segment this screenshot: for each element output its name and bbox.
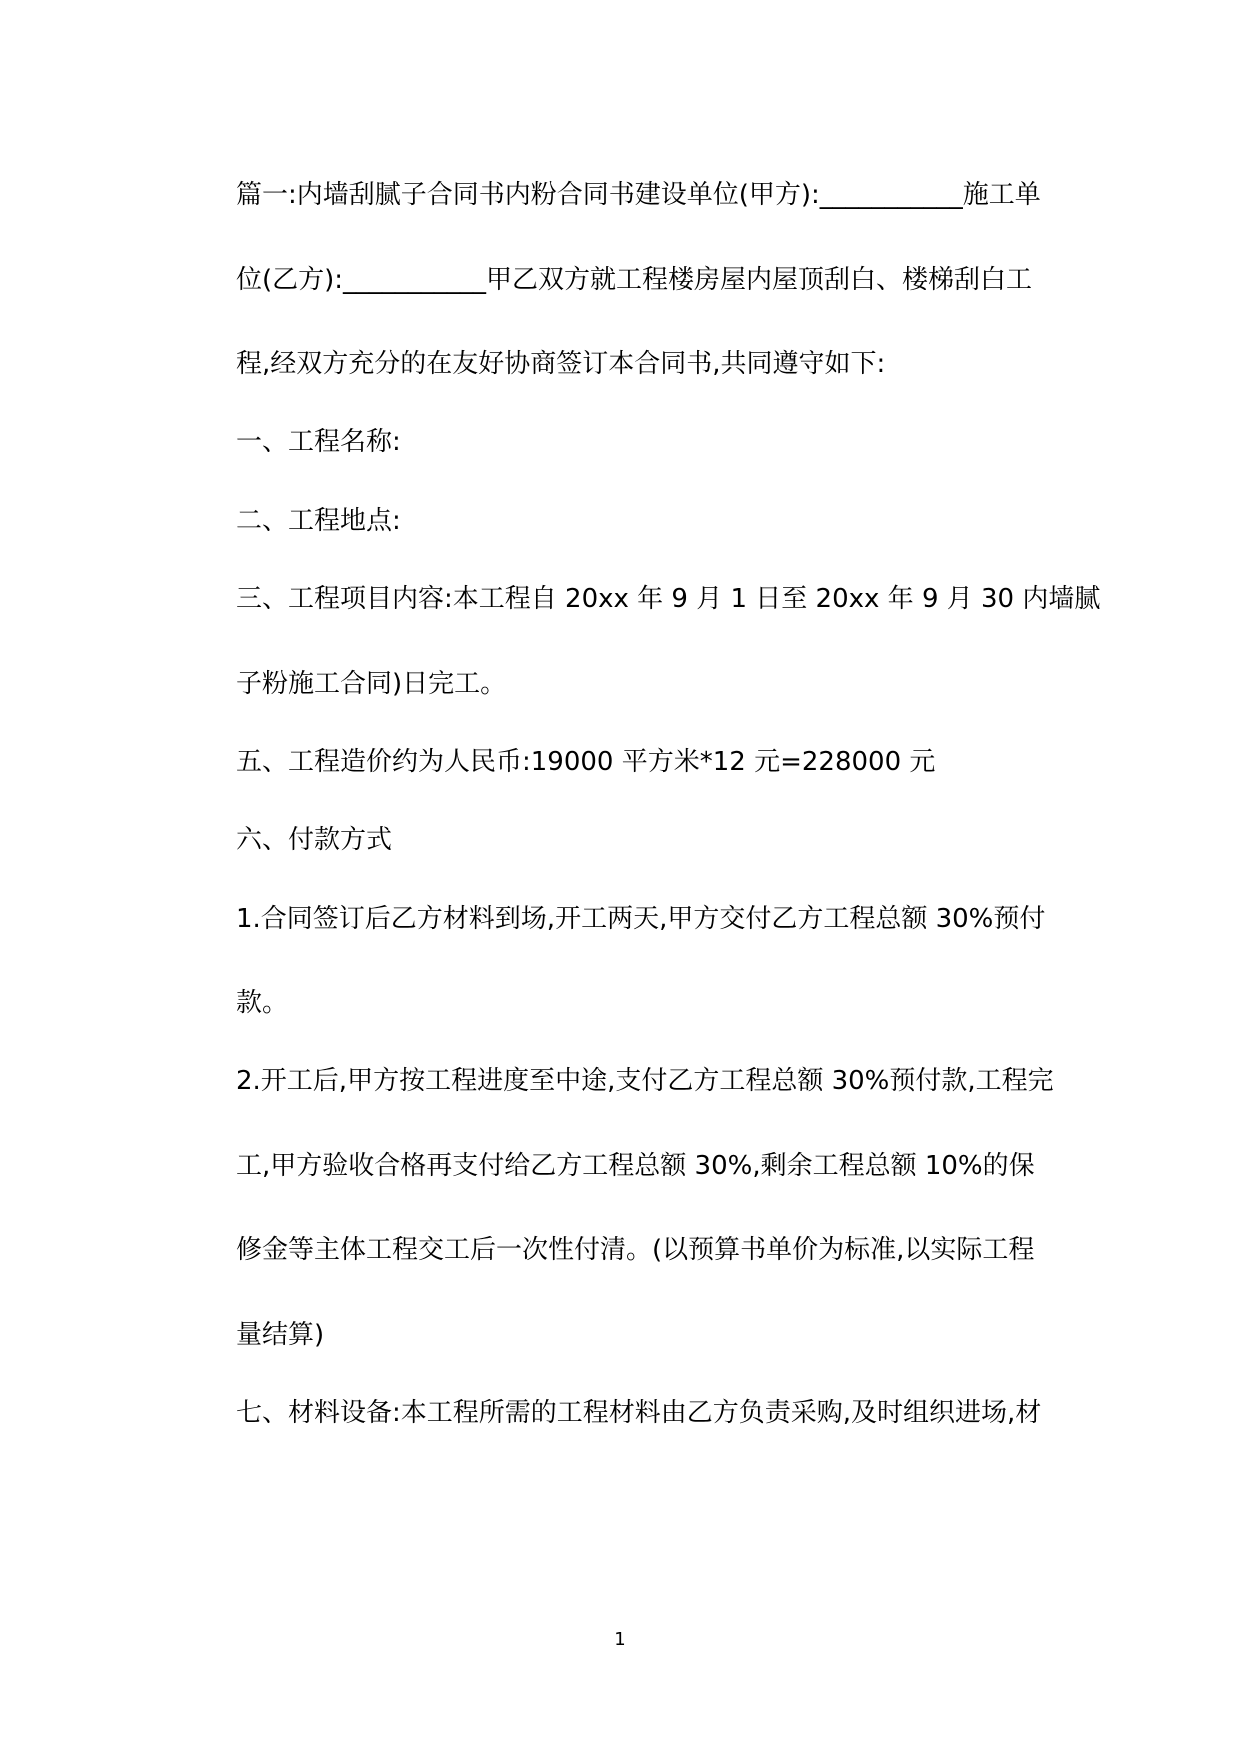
- text-line-6: 三、工程项目内容:本工程自 20xx 年 9 月 1 日至 20xx 年 9 月 30 内墙腻: [236, 584, 1101, 614]
- text-line-15: 量结算): [236, 1320, 325, 1350]
- text-line-7: 子粉施工合同)日完工。: [236, 669, 507, 699]
- text-line-5: 二、工程地点:: [236, 506, 401, 536]
- text-line-12: 2.开工后,甲方按工程进度至中途,支付乙方工程总额 30%预付款,工程完: [236, 1066, 1054, 1096]
- text-line-14: 修金等主体工程交工后一次性付清。(以预算书单价为标准,以实际工程: [236, 1235, 1035, 1265]
- text-line-1: 篇一:内墙刮腻子合同书内粉合同书建设单位(甲方):___________施工单: [236, 180, 1041, 210]
- text-line-2: 位(乙方):___________甲乙双方就工程楼房屋内屋顶刮白、楼梯刮白工: [236, 265, 1033, 295]
- text-line-10: 1.合同签订后乙方材料到场,开工两天,甲方交付乙方工程总额 30%预付: [236, 904, 1046, 934]
- text-line-4: 一、工程名称:: [236, 427, 401, 457]
- text-line-3: 程,经双方充分的在友好协商签订本合同书,共同遵守如下:: [236, 349, 886, 379]
- page-number: 1: [614, 1629, 626, 1650]
- text-line-16: 七、材料设备:本工程所需的工程材料由乙方负责采购,及时组织进场,材: [236, 1398, 1042, 1428]
- text-line-13: 工,甲方验收合格再支付给乙方工程总额 30%,剩余工程总额 10%的保: [236, 1151, 1035, 1181]
- text-line-11: 款。: [236, 988, 289, 1018]
- text-line-9: 六、付款方式: [236, 825, 393, 855]
- text-line-8: 五、工程造价约为人民币:19000 平方米*12 元=228000 元: [236, 747, 936, 777]
